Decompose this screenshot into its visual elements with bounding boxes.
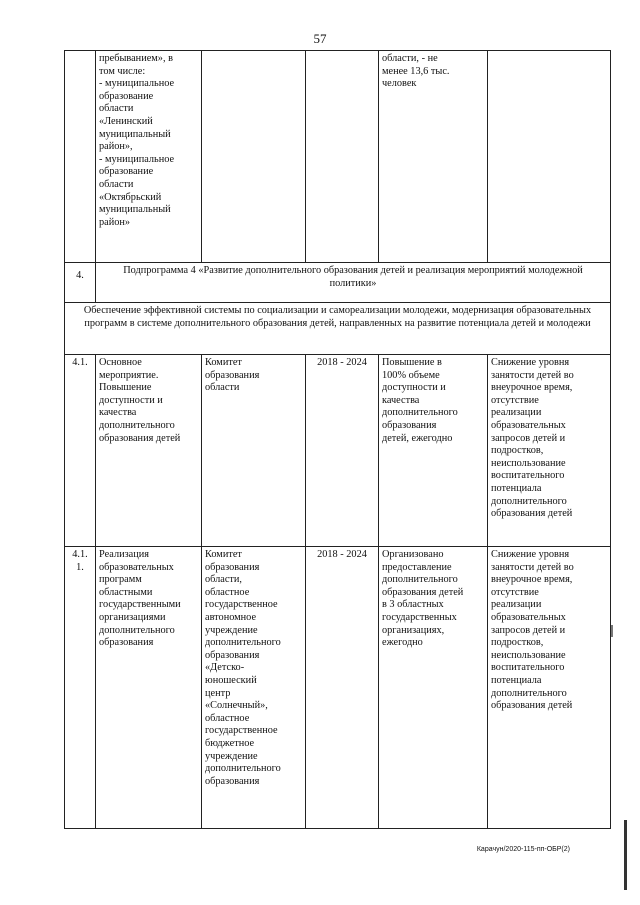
table-row <box>65 547 611 829</box>
cell-activity: Основное мероприятие. Повышение доступности и качества дополнительного образования детей <box>96 355 202 547</box>
cell-number-empty <box>65 51 96 263</box>
cell-activity: Реализация образовательных программ областными государственными организациями дополнительного образования <box>96 547 202 829</box>
cell-indicator: Повышение в 100% объеме доступности и качества дополнительного образования детей, ежегодно <box>379 355 488 547</box>
program-table <box>64 50 611 829</box>
table-row <box>65 355 611 547</box>
cell-risks: Снижение уровня занятости детей во внеурочное время, отсутствие реализации образовательных запросов детей и подростков, неиспользование воспитательного потенциала дополнительного образования детей <box>488 547 611 829</box>
cell-subprogram-number: 4. <box>65 263 96 303</box>
cell-number: 4.1. 1. <box>65 547 96 829</box>
cell-executor: Комитет образования области, областное государственное автономное учреждение дополнительного образования «Детско- юношеский центр «Солнечный», областное государственное бюджетное учреждение дополнительного образования <box>202 547 306 829</box>
cell-subprogram-title: Подпрограмма 4 «Развитие дополнительного образования детей и реализация мероприятий молодежной политики» <box>96 263 611 303</box>
cell-goal: Обеспечение эффективной системы по социализации и самореализации молодежи, модернизация образовательных программ в системе дополнительного образования детей, направленных на развитие потенциала детей и молодежи <box>65 303 611 355</box>
cell-indicator: области, - не менее 13,6 тыс. человек <box>379 51 488 263</box>
cell-indicator: Организовано предоставление дополнительного образования детей в 3 областных государственных организациях, ежегодно <box>379 547 488 829</box>
goal-row <box>65 303 611 355</box>
footer-document-code: Карачун/2020-115-пп-ОБР(2) <box>476 846 570 853</box>
cell-activity: пребыванием», в том числе: - муниципальное образование области «Ленинский муниципальный район», - муниципальное образование области «Октябрьский муниципальный район» <box>96 51 202 263</box>
cell-years: 2018 - 2024 <box>306 547 379 829</box>
cell-risks: Снижение уровня занятости детей во внеурочное время, отсутствие реализации образовательных запросов детей и подростков, неиспользование воспитательного потенциала дополнительного образования детей <box>488 355 611 547</box>
scan-edge-mark <box>624 820 627 890</box>
cell-executor-empty <box>202 51 306 263</box>
continuation-row <box>65 51 611 263</box>
page-number: 57 <box>313 31 327 46</box>
cell-number: 4.1. <box>65 355 96 547</box>
cell-executor: Комитет образования области <box>202 355 306 547</box>
cell-years: 2018 - 2024 <box>306 355 379 547</box>
cell-risks-empty <box>488 51 611 263</box>
cell-years-empty <box>306 51 379 263</box>
scan-artifact <box>611 625 613 637</box>
subprogram-row <box>65 263 611 303</box>
